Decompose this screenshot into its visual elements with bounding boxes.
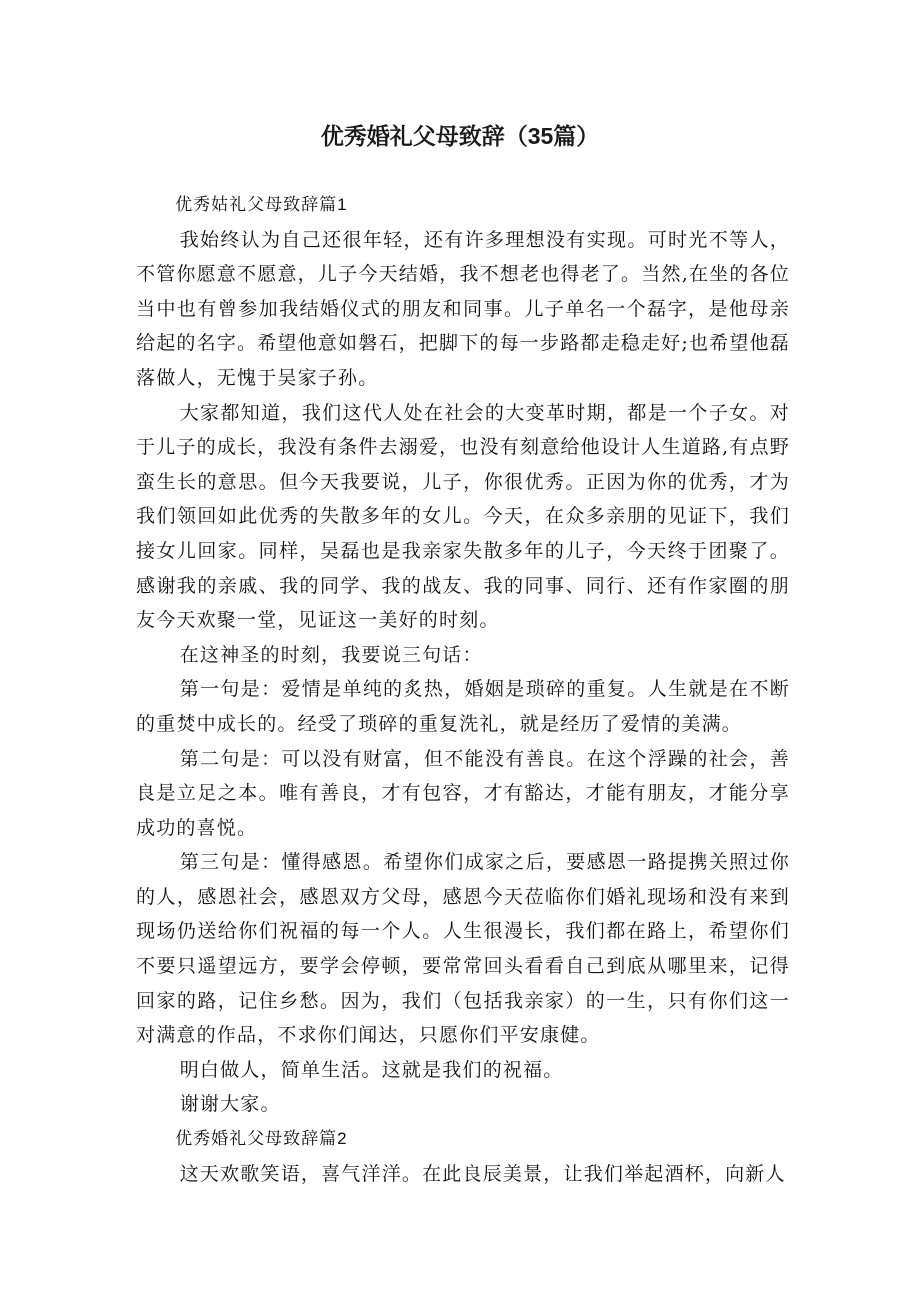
paragraph: 我始终认为自己还很年轻，还有许多理想没有实现。可时光不等人，不管你愿意不愿意，儿子今天结婚，我不想老也得老了。当然,在坐的各位当中也有曾参加我结婚仪式的朋友和同事。儿子单名一个磊字，是他母亲给起的名字。希望他意如磐石，把脚下的每一步路都走稳走好;也希望他磊落做人，无愧于吴家子孙。 <box>136 228 791 389</box>
paragraph: 第三句是：懂得感恩。希望你们成家之后，要感恩一路提携关照过你的人，感恩社会，感恩双方父母，感恩今天莅临你们婚礼现场和没有来到现场仍送给你们祝福的每一个人。人生很漫长，我们都在路上，希望你们不要只遥望远方，要学会停顿，要常常回头看看自己到底从哪里来，记得回家的路，记住乡愁。因为，我们（包括我亲家）的一生，只有你们这一对满意的作品，不求你们闻达，只愿你们平安康健。 <box>136 851 790 1047</box>
section-heading: 优秀婚礼父母致辞篇2 <box>175 1129 348 1149</box>
section-heading: 优秀姑礼父母致辞篇1 <box>175 195 348 214</box>
paragraph: 这天欢歌笑语，喜气洋洋。在此良辰美景，让我们举起酒杯，向新人 <box>179 1162 786 1185</box>
paragraph: 大家都知道，我们这代人处在社会的大变革时期，都是一个子女。对于儿子的成长，我没有条件去溺爱，也没有刻意给他设计人生道路,有点野蛮生长的意思。但今天我要说，儿子，你很优秀。正因为你的优秀，才为我们领回如此优秀的失散多年的女儿。今天，在众多亲朋的见证下，我们接女儿回家。同样，吴磊也是我亲家失散多年的儿子，今天终于团聚了。感谢我的亲戚、我的同学、我的战友、我的同事、同行、还有作家圈的朋友今天欢聚一堂，见证这一美好的时刻。 <box>136 401 790 632</box>
document-body <box>136 188 790 1191</box>
paragraph: 第一句是：爱情是单纯的炙热，婚姻是琐碎的重复。人生就是在不断的重焚中成长的。经受了琐碎的重复洗礼，就是经历了爱情的美满。 <box>136 678 790 735</box>
paragraph: 第二句是：可以没有财富，但不能没有善良。在这个浮躁的社会，善良是立足之本。唯有善良，才有包容，才有豁达，才能有朋友，才能分享成功的喜悦。 <box>136 747 790 839</box>
paragraph: 在这神圣的时刻，我要说三句话： <box>179 643 483 666</box>
paragraph: 谢谢大家。 <box>179 1093 281 1116</box>
paragraph: 明白做人，简单生活。这就是我们的祝福。 <box>179 1058 564 1081</box>
document-title: 优秀婚礼父母致辞（35篇） <box>320 123 600 149</box>
